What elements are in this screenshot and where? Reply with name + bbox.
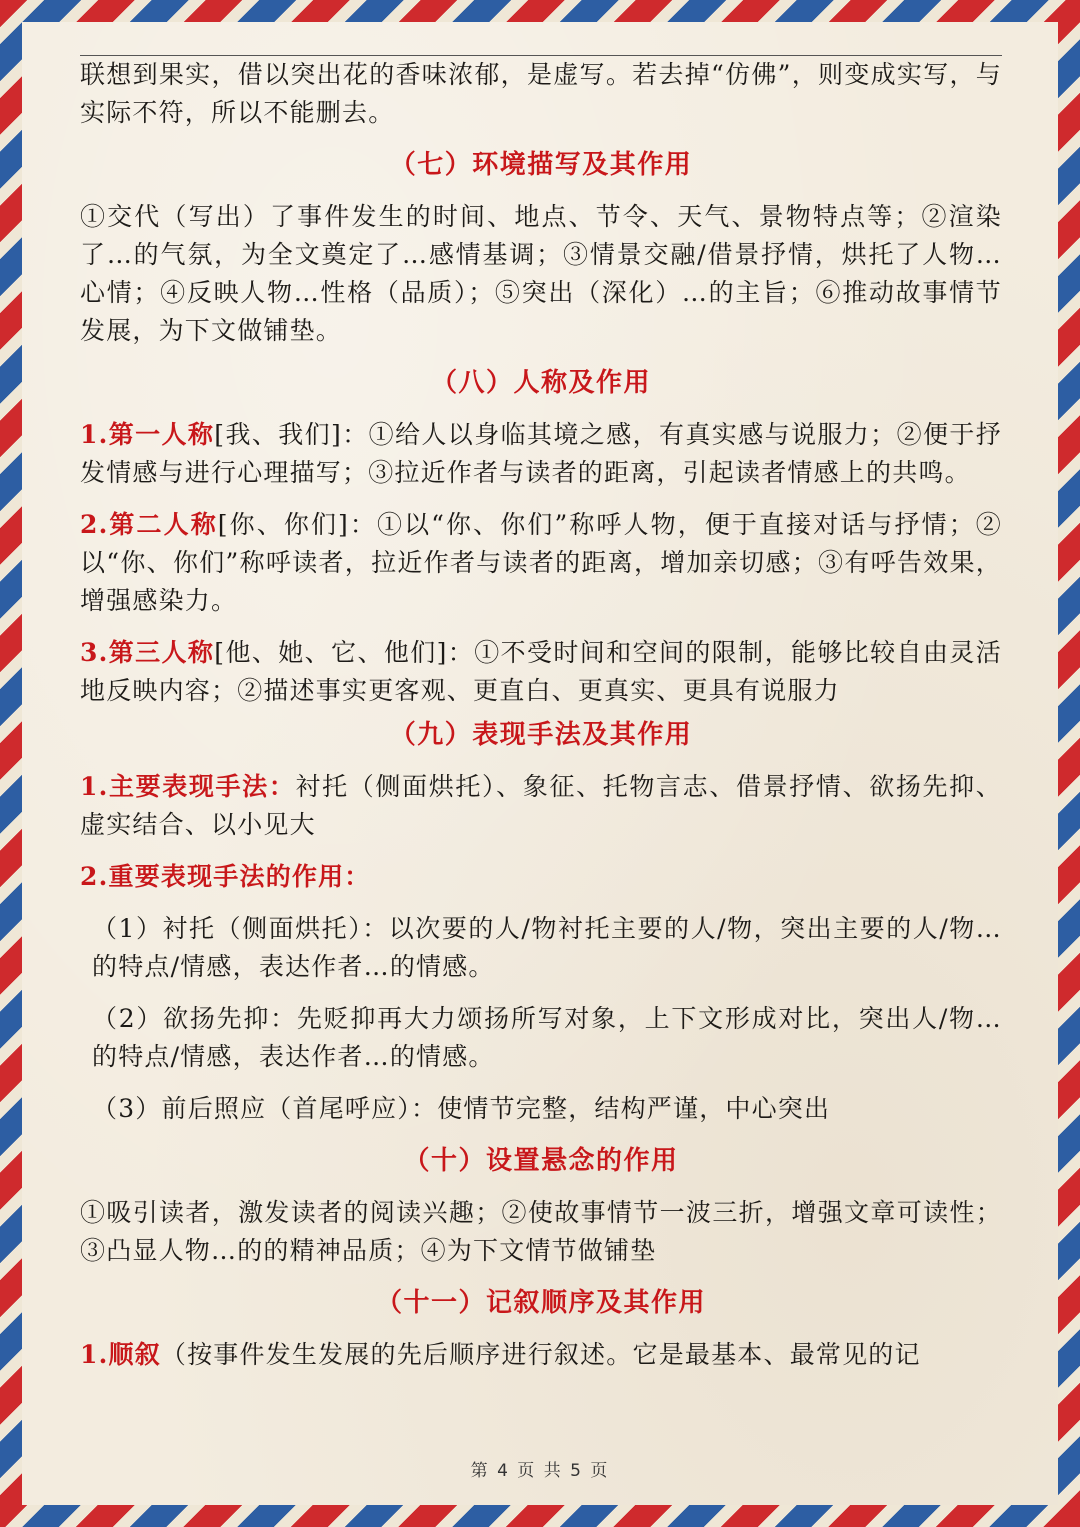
techniques-main-label: 1.主要表现手法： bbox=[80, 772, 296, 801]
section-9-title: （九）表现手法及其作用 bbox=[389, 720, 693, 750]
person-third-label: 3.第三人称 bbox=[80, 638, 215, 667]
page-footer: 第 4 页 共 5 页 bbox=[470, 1461, 610, 1481]
person-third-text: [他、她、它、他们]：①不受时间和空间的限制，能够比较自由灵活地反映内容；②描述事实更客观、更直白、更真实、更具有说服力 bbox=[80, 638, 1002, 705]
person-first bbox=[80, 416, 1002, 492]
section-8-title: （八）人称及作用 bbox=[430, 368, 651, 398]
techniques-main-text: 衬托（侧面烘托）、象征、托物言志、借景抒情、欲扬先抑、虚实结合、以小见大 bbox=[80, 772, 1003, 839]
techniques-main bbox=[80, 768, 1002, 844]
order-chronological-label: 1.顺叙 bbox=[80, 1340, 161, 1369]
section-10-title: （十）设置悬念的作用 bbox=[403, 1146, 679, 1176]
person-first-label: 1.第一人称 bbox=[80, 420, 215, 449]
order-chronological bbox=[80, 1336, 1002, 1374]
person-first-text: [我、我们]：①给人以身临其境之感，有真实感与说服力；②便于抒发情感与进行心理描写；③拉近作者与读者的距离，引起读者情感上的共鸣。 bbox=[80, 420, 1002, 487]
technique-suppress-praise: （2）欲扬先抑：先贬抑再大力颂扬所写对象，上下文形成对比，突出人/物…的特点/情感，表达作者…的情感。 bbox=[92, 1004, 1002, 1071]
intro-paragraph: 联想到果实，借以突出花的香味浓郁，是虚写。若去掉“仿佛”，则变成实写，与实际不符，所以不能删去。 bbox=[80, 60, 1002, 127]
technique-echo: （3）前后照应（首尾呼应）：使情节完整，结构严谨，中心突出 bbox=[92, 1094, 831, 1123]
section-11-title: （十一）记叙顺序及其作用 bbox=[375, 1288, 706, 1318]
page-content bbox=[80, 56, 1002, 1374]
techniques-effects bbox=[80, 858, 1002, 896]
techniques-effects-label: 2.重要表现手法的作用： bbox=[80, 862, 371, 891]
person-second-label: 2.第二人称 bbox=[80, 510, 218, 539]
order-chronological-text: （按事件发生发展的先后顺序进行叙述。它是最基本、最常见的记 bbox=[160, 1340, 921, 1369]
technique-contrast: （1）衬托（侧面烘托）：以次要的人/物衬托主要的人/物，突出主要的人/物…的特点/情感，表达作者…的情感。 bbox=[92, 914, 1002, 981]
section-7-text: ①交代（写出）了事件发生的时间、地点、节令、天气、景物特点等；②渲染了…的气氛，为全文奠定了…感情基调；③情景交融/借景抒情，烘托了人物…心情；④反映人物…性格（品质）；⑤突出（深化）…的主旨；⑥推动故事情节发展，为下文做铺垫。 bbox=[80, 202, 1002, 345]
person-second bbox=[80, 506, 1002, 620]
person-third bbox=[80, 634, 1002, 710]
section-7-title: （七）环境描写及其作用 bbox=[389, 150, 693, 180]
person-second-text: [你、你们]：①以“你、你们”称呼人物，便于直接对话与抒情；②以“你、你们”称呼读者，拉近作者与读者的距离，增加亲切感；③有呼告效果，增强感染力。 bbox=[80, 510, 1002, 615]
section-10-text: ①吸引读者，激发读者的阅读兴趣；②使故事情节一波三折，增强文章可读性；③凸显人物…的的精神品质；④为下文情节做铺垫 bbox=[80, 1198, 1002, 1265]
